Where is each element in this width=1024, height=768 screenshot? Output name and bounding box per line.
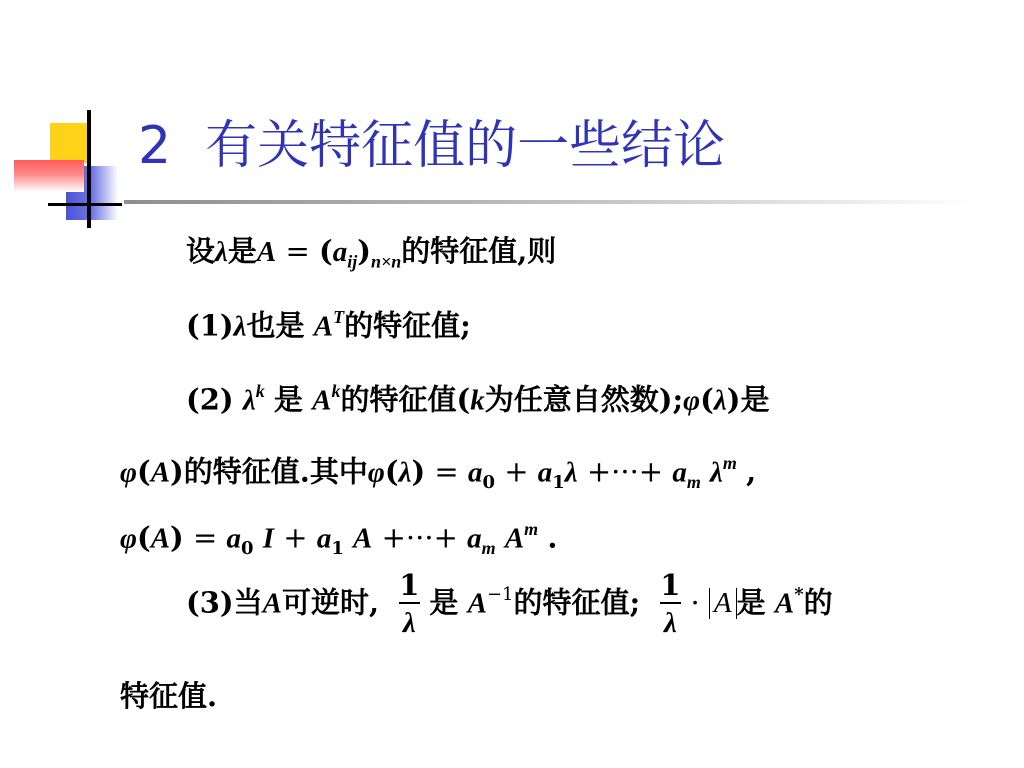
math-lambda: λ: [713, 384, 727, 417]
math-A: A: [774, 587, 795, 620]
text: 是: [273, 382, 303, 417]
statement-3: [186, 570, 833, 639]
math-sup-k: k: [255, 381, 265, 401]
title-underline: [124, 200, 974, 204]
math-A: A: [313, 310, 334, 343]
math-A: A: [150, 456, 171, 489]
text: 是: [736, 585, 766, 620]
math-sub-m: m: [481, 537, 496, 558]
math-paren: ): [411, 454, 426, 489]
math-sub-ij: ij: [347, 251, 358, 272]
math-eq: =: [193, 520, 218, 555]
title-text: 有关特征值的一些结论: [205, 116, 726, 176]
math-paren: (: [384, 454, 399, 489]
statement-1: [186, 308, 471, 342]
math-phi: φ: [120, 456, 137, 489]
math-a: a: [226, 522, 242, 555]
math-lambda: λ: [398, 456, 412, 489]
math-a: a: [672, 456, 687, 489]
statement-line: [186, 234, 557, 272]
math-A: A: [256, 236, 277, 268]
title-number: 2: [138, 116, 172, 176]
math-plus: +: [433, 520, 458, 555]
math-A: A: [353, 522, 373, 555]
math-plus: +: [381, 520, 406, 555]
math-sup-T: T: [333, 307, 345, 327]
fraction-one-over-lambda: [656, 570, 684, 639]
statement-2: [186, 382, 769, 416]
statement-2-cont: [120, 454, 756, 492]
math-sup-m: m: [722, 453, 737, 473]
text: 也是: [246, 308, 305, 343]
math-paren: ): [170, 520, 184, 555]
math-a: a: [467, 456, 483, 489]
fraction-one-over-lambda: [395, 570, 423, 639]
math-sub-m: m: [686, 471, 701, 492]
math-plus: +: [638, 454, 664, 489]
text: 的特征值(: [340, 382, 471, 417]
math-sup-m: m: [524, 519, 539, 539]
fraction-numerator: 1: [399, 568, 420, 602]
math-sup-neg1: −1: [486, 583, 514, 605]
math-lambda: λ: [215, 236, 228, 268]
text: 特征值.: [120, 679, 218, 713]
math-paren: (: [136, 520, 151, 555]
math-phi: φ: [120, 522, 137, 555]
math-phi: φ: [683, 384, 701, 417]
item-number: (2): [186, 382, 234, 417]
math-paren: ): [726, 382, 741, 417]
math-sub-0: 0: [482, 471, 495, 493]
decor-red-bar: [14, 160, 84, 192]
text: ,: [746, 454, 757, 489]
decor-vertical-line: [87, 110, 91, 228]
math-cdot: ·: [690, 585, 700, 620]
math-paren: (: [136, 454, 151, 489]
math-paren: (: [700, 382, 714, 417]
item-number: (3)当: [186, 585, 263, 620]
math-A: A: [504, 522, 525, 555]
text: 是: [227, 234, 257, 268]
math-sup-star: *: [794, 583, 804, 605]
item-number: (1): [186, 308, 234, 343]
math-lambda: λ: [242, 384, 256, 417]
math-eq: =: [434, 454, 459, 489]
math-dots: ···: [611, 454, 639, 489]
math-lambda: λ: [710, 456, 723, 489]
decor-yellow-square: [50, 123, 90, 163]
text: 的: [803, 585, 833, 620]
math-paren: ): [170, 454, 184, 489]
text: 设: [186, 234, 216, 268]
math-A: A: [262, 587, 282, 620]
math-eq: =: [285, 234, 310, 268]
math-k: k: [470, 384, 485, 417]
text: 是: [429, 585, 459, 620]
math-sub-0: 0: [241, 537, 254, 559]
math-plus: +: [504, 454, 529, 489]
statement-2-formula: [120, 520, 557, 558]
text: 的特征值,则: [401, 234, 557, 268]
math-A: A: [467, 587, 487, 620]
text: 的特征值;: [344, 308, 471, 343]
math-A: A: [150, 522, 171, 555]
math-abs-A: A: [709, 588, 737, 618]
math-sub-1: 1: [552, 471, 565, 493]
math-sup-k: k: [331, 381, 341, 401]
math-phi: φ: [367, 456, 385, 489]
text: .: [547, 520, 558, 555]
math-a: a: [316, 522, 332, 555]
math-a: a: [537, 456, 553, 489]
math-lambda: λ: [564, 456, 578, 489]
math-sub-nxn: n×n: [370, 251, 402, 272]
text: 的特征值;: [513, 585, 641, 620]
math-paren: ): [357, 234, 371, 268]
decor-horizontal-line: [48, 203, 122, 206]
fraction-denominator: λ: [399, 602, 420, 638]
fraction-denominator: λ: [660, 602, 681, 638]
text: 是: [740, 382, 770, 417]
math-paren: (: [319, 234, 333, 268]
math-dots: ···: [405, 520, 434, 555]
text: 为任意自然数);: [484, 382, 684, 417]
math-a: a: [332, 236, 348, 268]
fraction-numerator: 1: [660, 568, 681, 602]
text: 可逆时,: [281, 585, 380, 620]
math-sub-1: 1: [331, 537, 344, 559]
math-a: a: [467, 522, 482, 555]
math-plus: +: [586, 454, 612, 489]
math-lambda: λ: [233, 310, 247, 343]
text: 的特征值.其中: [183, 454, 368, 489]
math-I: I: [262, 522, 275, 555]
math-A: A: [312, 384, 332, 417]
math-plus: +: [283, 520, 308, 555]
statement-3-cont: [120, 679, 218, 713]
slide-title: [138, 116, 726, 176]
